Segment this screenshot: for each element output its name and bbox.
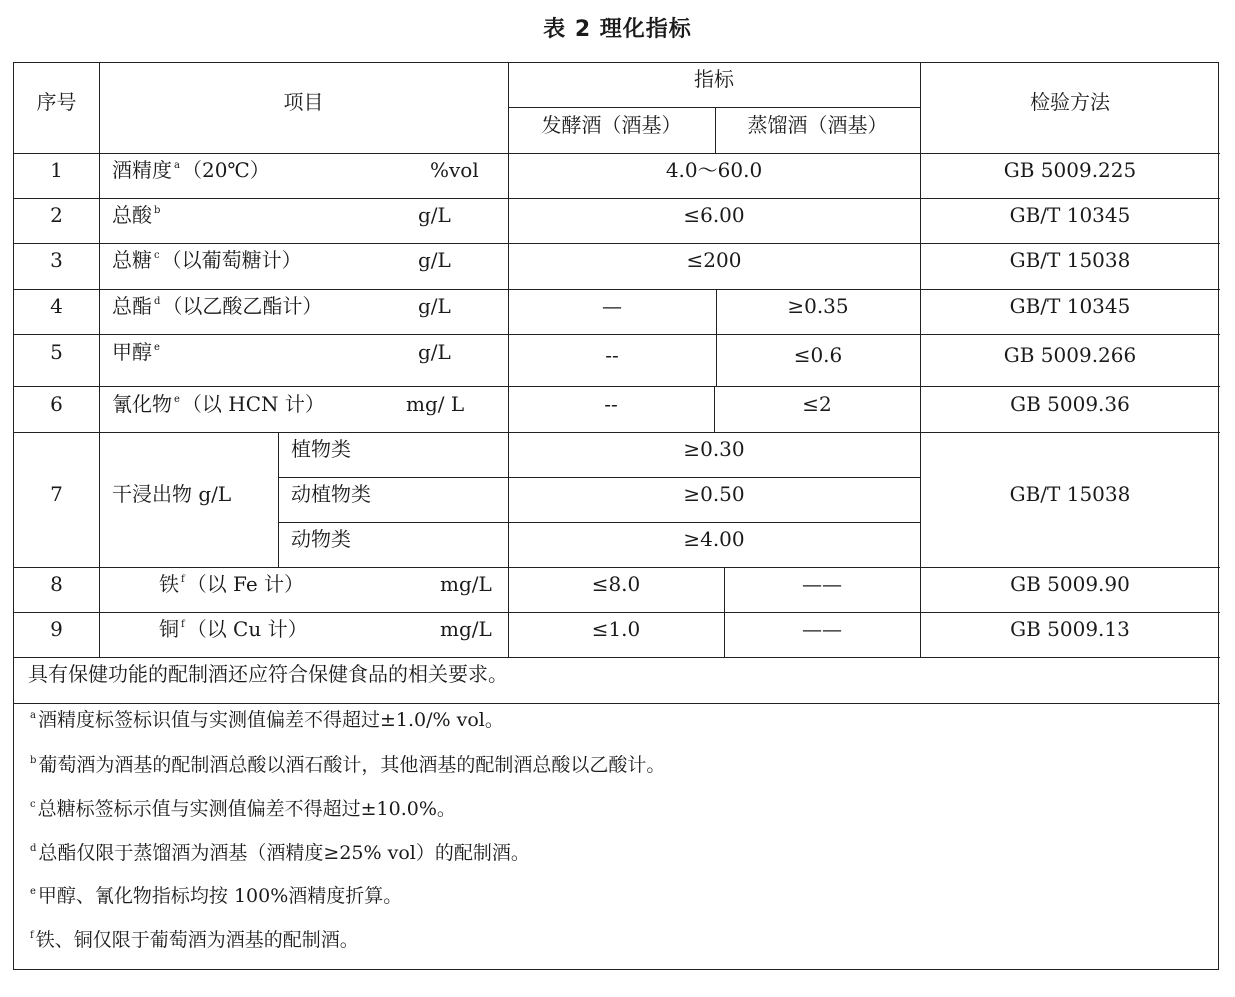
row-value: 4.0～60.0 [665,158,763,182]
row-item: 酒精度 $^a$ （20℃） [112,158,270,182]
row-unit: g/L [418,294,451,318]
row-unit: mg/ L [406,392,465,416]
footnote: $^c$ 总糖标签标示值与实测值偏差不得超过±10.0%。 [30,798,456,820]
header-distilled: 蒸馏酒（酒基） [747,113,888,137]
row-fermented: -- [605,343,619,367]
row-unit: mg/L [440,617,492,641]
row-item: 铜 $^f$ （以 Cu 计） [159,617,308,641]
row-distilled: —— [802,617,842,641]
row-fermented: -- [604,392,618,416]
row-distilled: ≤2 [802,392,832,416]
row-item: 氰化物 $^e$ （以 HCN 计） [112,392,325,416]
physicochemical-table [13,62,1219,970]
row-method: GB 5009.36 [1010,392,1130,416]
row-value: ≤6.00 [683,203,745,227]
row-no: 2 [50,203,63,227]
row-fermented: ≤8.0 [591,572,641,596]
dry-extract-sub-value: ≥0.30 [683,437,745,461]
row-method: GB/T 10345 [1009,203,1131,227]
header-no: 序号 [36,90,77,114]
row-distilled: —— [802,572,842,596]
row-item: 铁 $^f$ （以 Fe 计） [159,572,305,596]
footnote: $^b$ 葡萄酒为酒基的配制酒总酸以酒石酸计，其他酒基的配制酒总酸以乙酸计。 [30,754,666,776]
row-fermented: — [602,294,622,318]
row-no: 6 [50,392,63,416]
dry-extract-label: 干浸出物 g/L [112,482,232,506]
footnote: $^f$ 铁、铜仅限于葡萄酒为酒基的配制酒。 [30,929,359,951]
row-method: GB/T 15038 [1009,248,1131,272]
header-item: 项目 [283,90,324,114]
dry-extract-sub-value: ≥4.00 [683,527,745,551]
row-item: 甲醇 $^e$ [112,340,160,364]
row-item: 总糖 $^c$ （以葡萄糖计） [112,248,302,272]
row-fermented: ≤1.0 [591,617,641,641]
footnote: $^d$ 总酯仅限于蒸馏酒为酒基（酒精度≥25% vol）的配制酒。 [30,842,530,864]
row-method: GB/T 10345 [1009,294,1131,318]
row-method: GB/T 15038 [1009,482,1131,506]
row-distilled: ≥0.35 [787,294,849,318]
dry-extract-sub-label: 植物类 [291,437,351,461]
row-item: 总酯 $^d$ （以乙酸乙酯计） [112,294,323,318]
row-no: 9 [50,617,63,641]
row-value: ≤200 [686,248,742,272]
dry-extract-sub-value: ≥0.50 [683,482,745,506]
health-note: 具有保健功能的配制酒还应符合保健食品的相关要求。 [28,662,508,686]
row-no: 4 [50,294,63,318]
header-method: 检验方法 [1030,90,1110,114]
row-no: 5 [50,340,63,364]
row-method: GB 5009.266 [1003,343,1137,367]
row-unit: g/L [418,203,451,227]
row-unit: g/L [418,340,451,364]
row-unit: g/L [418,248,451,272]
dry-extract-sub-label: 动物类 [291,527,351,551]
header-indicator: 指标 [694,67,734,91]
row-distilled: ≤0.6 [793,343,843,367]
row-unit: %vol [430,158,479,182]
row-method: GB 5009.13 [1010,617,1130,641]
row-method: GB 5009.225 [1003,158,1137,182]
row-no: 3 [50,248,63,272]
table-title: 表 2 理化指标 [543,17,692,42]
row-no: 8 [50,572,63,596]
row-method: GB 5009.90 [1010,572,1130,596]
row-unit: mg/L [440,572,492,596]
row-no: 1 [50,158,63,182]
row-no: 7 [50,482,63,506]
row-item: 总酸 $^b$ [112,203,161,227]
footnote: $^e$ 甲醇、氰化物指标均按 100%酒精度折算。 [30,885,403,907]
header-fermented: 发酵酒（酒基） [541,113,682,137]
footnote: $^a$ 酒精度标签标识值与实测值偏差不得超过±1.0/% vol。 [30,709,504,731]
dry-extract-sub-label: 动植物类 [291,482,371,506]
